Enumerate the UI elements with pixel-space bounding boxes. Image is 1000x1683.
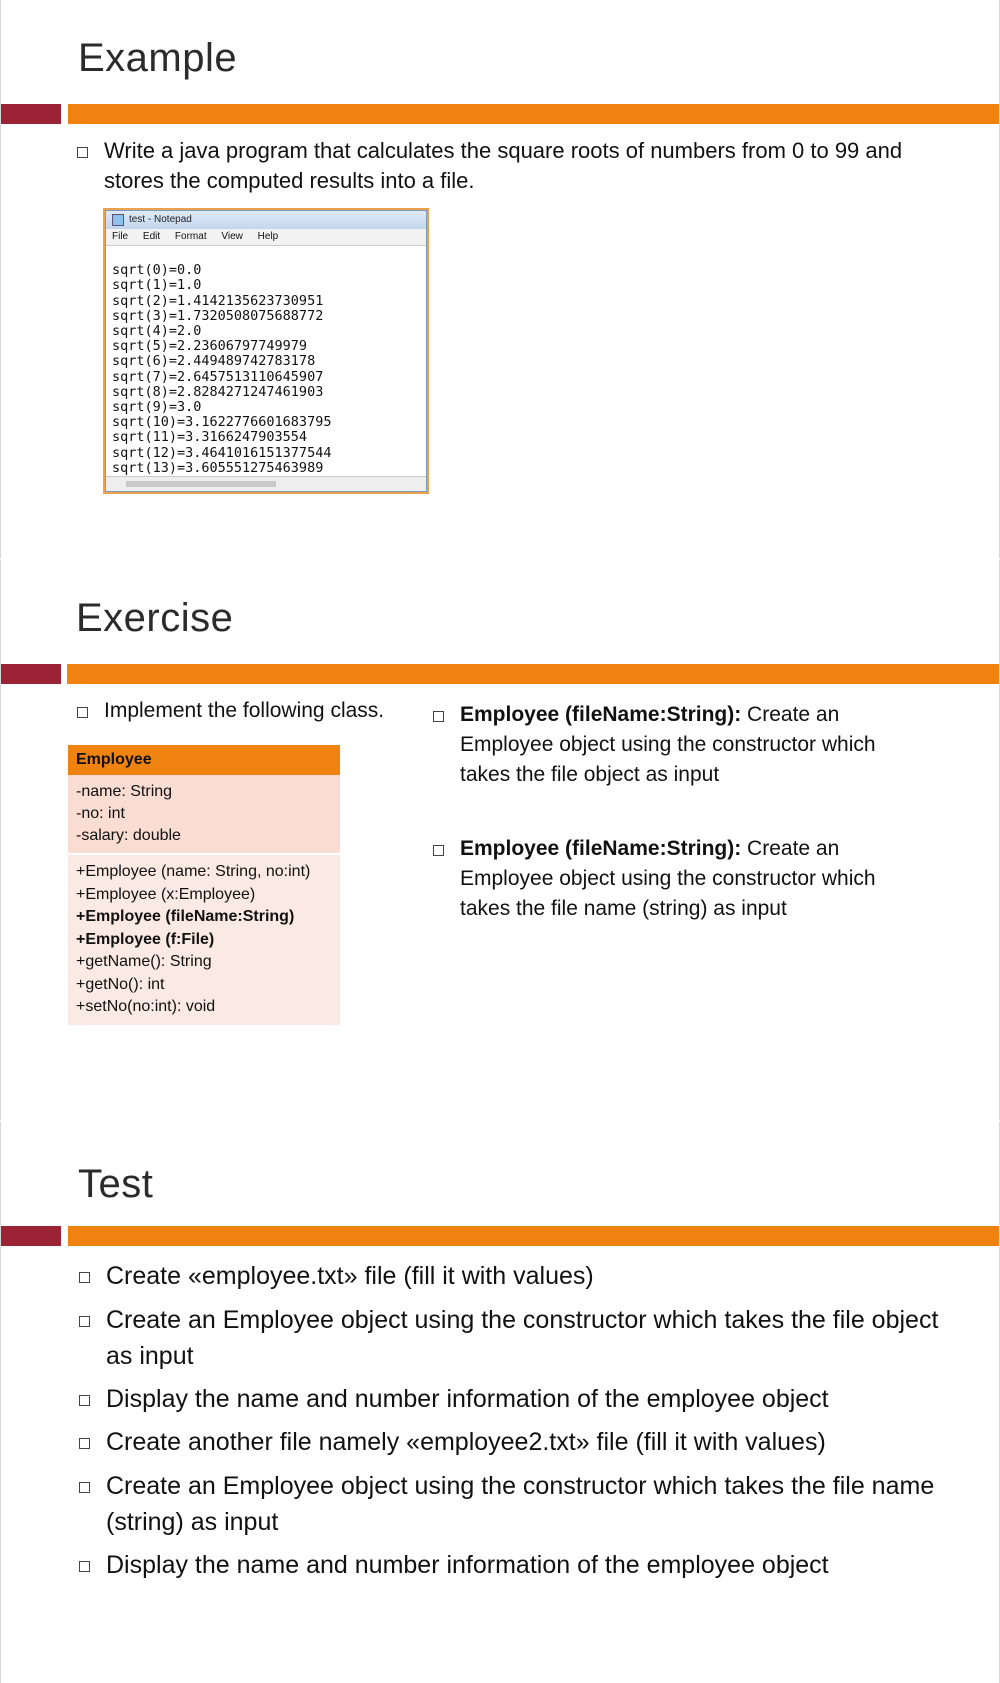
- text-line: sqrt(0)=0.0: [112, 262, 202, 279]
- uml-attributes: [68, 775, 340, 855]
- square-bullet-icon: [79, 1272, 90, 1283]
- bullet-text: Display the name and number information of the employee object: [106, 1551, 829, 1579]
- uml-methods: [68, 855, 340, 1025]
- square-bullet-icon: [433, 711, 444, 722]
- bullet-text: Create an Employee object using the constructor which takes the file name (string) as input: [106, 1472, 935, 1536]
- slide-test: [0, 1122, 1000, 1683]
- bullet-item: [77, 696, 417, 726]
- square-bullet-icon: [79, 1316, 90, 1327]
- slide-title: Example: [78, 36, 238, 80]
- title-accent-orange: [68, 1226, 999, 1246]
- bullet-text: Create an Employee object using the constructor which takes the file name (string) as input: [460, 837, 876, 920]
- bullet-bold: Employee (fileName:String):: [460, 703, 742, 726]
- notepad-title-bar: [106, 211, 426, 229]
- menu-format: Format: [174, 231, 207, 242]
- uml-method: +Employee (f:File): [76, 930, 215, 948]
- text-line: sqrt(9)=3.0: [112, 399, 202, 416]
- bullet-text: Implement the following class.: [104, 699, 385, 722]
- slide-example: [0, 0, 1000, 558]
- bullet-item: [79, 1381, 959, 1417]
- horizontal-scrollbar: [106, 476, 426, 491]
- bullet-item: [79, 1302, 959, 1374]
- uml-class-name: Employee: [68, 745, 340, 775]
- bullet-item: [79, 1468, 959, 1540]
- bullet-text: Write a java program that calculates the square roots of numbers from 0 to 99 and stores the computed results into a file.: [104, 138, 903, 193]
- bullet-item: [433, 834, 913, 924]
- bullet-bold: Employee (fileName:String):: [460, 837, 742, 860]
- title-accent-red: [1, 104, 61, 124]
- menu-help: Help: [257, 231, 279, 242]
- text-line: sqrt(10)=3.1622776601683795: [112, 414, 332, 431]
- uml-method: +Employee (name: String, no:int): [76, 863, 311, 880]
- title-accent-red: [1, 664, 61, 684]
- uml-method: +Employee (fileName:String): [76, 908, 295, 925]
- uml-method: +getNo(): int: [76, 975, 165, 993]
- square-bullet-icon: [433, 845, 444, 856]
- bullet-item: [79, 1547, 959, 1583]
- bullet-text: Display the name and number information of the employee object: [106, 1385, 829, 1413]
- bullet-item: [79, 1424, 959, 1460]
- square-bullet-icon: [79, 1395, 90, 1406]
- notepad-text: [106, 246, 426, 508]
- uml-attribute: -no: int: [76, 805, 125, 822]
- bullet-text: Create an Employee object using the constructor which takes the file object as input: [106, 1306, 939, 1370]
- menu-view: View: [221, 231, 243, 242]
- uml-method: +setNo(no:int): void: [76, 998, 216, 1015]
- text-line: sqrt(2)=1.4142135623730951: [112, 292, 324, 309]
- bullet-item: [79, 1258, 959, 1294]
- slide-title: Exercise: [76, 596, 234, 640]
- bullet-text: Create an Employee object using the constructor which takes the file object as input: [460, 703, 876, 786]
- square-bullet-icon: [79, 1482, 90, 1493]
- uml-attribute: -salary: double: [76, 827, 181, 844]
- square-bullet-icon: [77, 707, 88, 718]
- title-accent-red: [1, 1226, 61, 1246]
- text-line: sqrt(3)=1.7320508075688772: [112, 307, 324, 324]
- title-accent-orange: [67, 664, 999, 684]
- text-line: sqrt(11)=3.3166247903554: [112, 429, 308, 446]
- square-bullet-icon: [79, 1561, 90, 1572]
- bullet-item: [77, 136, 957, 196]
- notepad-icon: [112, 214, 124, 226]
- text-line: sqrt(8)=2.8284271247461903: [112, 383, 324, 400]
- text-line: sqrt(1)=1.0: [112, 277, 202, 294]
- uml-method: +getName(): String: [76, 953, 212, 970]
- notepad-title: test - Notepad: [129, 214, 192, 225]
- text-line: sqrt(4)=2.0: [112, 323, 202, 340]
- text-line: sqrt(12)=3.4641016151377544: [112, 444, 332, 461]
- text-line: sqrt(13)=3.605551275463989: [112, 459, 324, 476]
- square-bullet-icon: [77, 147, 88, 158]
- bullet-text: Create «employee.txt» file (fill it with values): [106, 1262, 594, 1290]
- notepad-menu-bar: [106, 229, 426, 246]
- uml-attribute: -name: String: [76, 783, 173, 800]
- slide-title: Test: [78, 1162, 154, 1206]
- menu-file: File: [112, 231, 129, 242]
- uml-method: +Employee (x:Employee): [76, 885, 256, 903]
- square-bullet-icon: [79, 1438, 90, 1449]
- notepad-window: [105, 210, 427, 492]
- text-line: sqrt(5)=2.23606797749979: [112, 338, 308, 355]
- text-line: sqrt(6)=2.449489742783178: [112, 353, 316, 370]
- bullet-item: [433, 700, 913, 790]
- title-accent-orange: [68, 104, 999, 124]
- uml-class-diagram: [68, 745, 340, 1025]
- menu-edit: Edit: [142, 231, 161, 242]
- text-line: sqrt(7)=2.6457513110645907: [112, 368, 324, 385]
- bullet-text: Create another file namely «employee2.txt» file (fill it with values): [106, 1428, 826, 1456]
